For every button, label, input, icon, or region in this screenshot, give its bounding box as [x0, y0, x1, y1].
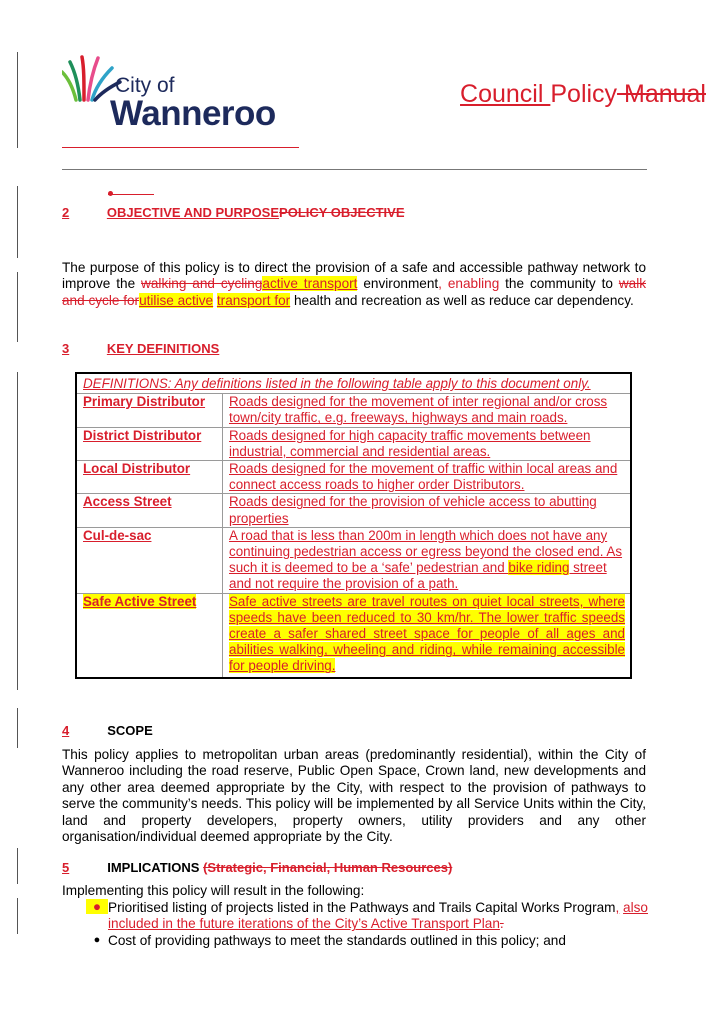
deleted-text: . — [499, 916, 504, 932]
text-run: A road that is less than 200m in length which does not have any continuing pedestrian access or egress beyond the closed end. As such it is deemed to be a ‘safe’ pedestrian and — [229, 527, 623, 576]
highlighted-text: Safe Active Street — [83, 593, 197, 609]
definition-term: Cul-de-sac — [76, 527, 223, 593]
definition-text: Roads designed for the movement of traffic within local areas and connect access roads to higher order Distributors. — [223, 461, 632, 494]
change-bar — [17, 898, 18, 934]
definition-term: Access Street — [76, 494, 223, 527]
bullet-dot-icon: ● — [93, 934, 101, 946]
table-row — [76, 527, 631, 593]
text-run: Prioritised listing of projects listed in the Pathways and Trails Capital Works Program — [108, 900, 616, 915]
text-run: The purpose of this policy is to direct the provision of a safe and accessible pathway network to improve the — [62, 260, 646, 292]
deleted-bullet-marker — [108, 194, 154, 195]
inserted-text: active transport — [262, 276, 358, 292]
section-5-title-deleted: (Strategic, Financial, Human Resources) — [203, 860, 453, 875]
inserted-text: , — [438, 276, 442, 292]
section-5-title: IMPLICATIONS — [107, 860, 200, 875]
section-4-heading — [62, 723, 153, 738]
section-number: 2 — [62, 205, 70, 220]
change-bar — [17, 848, 18, 884]
section-2-heading — [62, 205, 405, 220]
definitions-table — [75, 372, 632, 679]
change-bar — [17, 52, 18, 148]
definition-text: Roads designed for the movement of inter regional and/or cross town/city traffic, e.g. freeways, highways and main roads. — [223, 394, 632, 427]
section-number: 4 — [62, 723, 70, 738]
logo-text-line1: City of — [115, 74, 175, 97]
change-bar — [17, 708, 18, 748]
text-run: street and not require the provision of a path. — [229, 560, 607, 592]
logo-underline — [62, 147, 299, 148]
section-3-heading — [62, 341, 219, 356]
section-2-title-deleted: POLICY OBJECTIVE — [279, 205, 405, 220]
highlighted-text: bike riding — [508, 560, 570, 576]
inserted-text: also included in the future iterations of the City’s Active Transport Plan — [108, 900, 648, 932]
table-header-cell: DEFINITIONS: Any definitions listed in the following table apply to this document only. — [76, 373, 631, 394]
section-5-intro: Implementing this policy will result in the following: — [62, 883, 365, 898]
change-bar — [17, 372, 18, 690]
bullet-item-1 — [108, 900, 648, 933]
inserted-text: enabling — [447, 276, 500, 292]
definition-text: Roads designed for the provision of vehicle access to abutting properties — [223, 494, 632, 527]
section-4-paragraph: This policy applies to metropolitan urban areas (predominantly residential), within the City of Wanneroo including the road reserve, Public Open Space, Crown land, new developments and any other area deemed appropriate by the City, with respect to the provision of pathways to serve the community’s needs. This policy will be implemented by all Service Units within the City, land and property developers, property owners, utility providers and any other organisation/individual deemed appropriate by the City. — [62, 747, 646, 845]
table-row — [76, 593, 631, 678]
section-4-title: SCOPE — [107, 723, 153, 738]
definition-term: District Distributor — [76, 427, 223, 460]
table-row — [76, 461, 631, 494]
table-row — [76, 427, 631, 460]
section-3-title: KEY DEFINITIONS — [106, 341, 220, 356]
definition-term: Primary Distributor — [76, 394, 223, 427]
header-rule — [62, 169, 647, 170]
table-header-row — [76, 373, 631, 394]
text-run: environment — [357, 276, 439, 292]
text-run: health and recreation as well as reduce car dependency. — [290, 292, 634, 308]
inserted-text: , — [615, 900, 620, 915]
deleted-text: walking and cycling — [141, 276, 263, 292]
header-title-policy: Policy — [550, 80, 618, 108]
section-number: 3 — [62, 341, 70, 356]
definition-term — [76, 593, 223, 678]
header-title-deleted: Manual — [617, 80, 706, 108]
header-title-inserted: Council — [460, 80, 551, 108]
table-row — [76, 494, 631, 527]
bullet-item-2: Cost of providing pathways to meet the standards outlined in this policy; and — [108, 933, 566, 948]
table-row — [76, 394, 631, 427]
text-run: the community to — [499, 276, 619, 292]
definition-text — [223, 527, 632, 593]
section-2-paragraph — [62, 260, 646, 309]
section-number: 5 — [62, 860, 70, 875]
bullet-dot-icon: ● — [86, 899, 108, 914]
highlighted-text: Safe active streets are travel routes on quiet local streets, where speeds have been reduced to 30 km/hr. The lower traffic speeds create a safer shared street space for people of all ages and abilities walking, wheeling and riding, while remaining accessible for people driving. — [229, 593, 625, 674]
deleted-text: walk and cycle for — [62, 276, 647, 308]
change-bar — [17, 186, 18, 258]
definition-term: Local Distributor — [76, 461, 223, 494]
definition-text — [223, 593, 632, 678]
logo-text-line2: Wanneroo — [110, 94, 276, 133]
section-2-title: OBJECTIVE AND PURPOSE — [106, 205, 280, 220]
definition-text: Roads designed for high capacity traffic movements between industrial, commercial and residential areas. — [223, 427, 632, 460]
inserted-text: utilise active — [139, 292, 214, 308]
section-5-heading — [62, 860, 452, 875]
bullet-dot-icon — [108, 191, 113, 196]
change-bar — [17, 272, 18, 342]
city-logo — [62, 54, 292, 138]
inserted-text: transport for — [216, 292, 291, 308]
